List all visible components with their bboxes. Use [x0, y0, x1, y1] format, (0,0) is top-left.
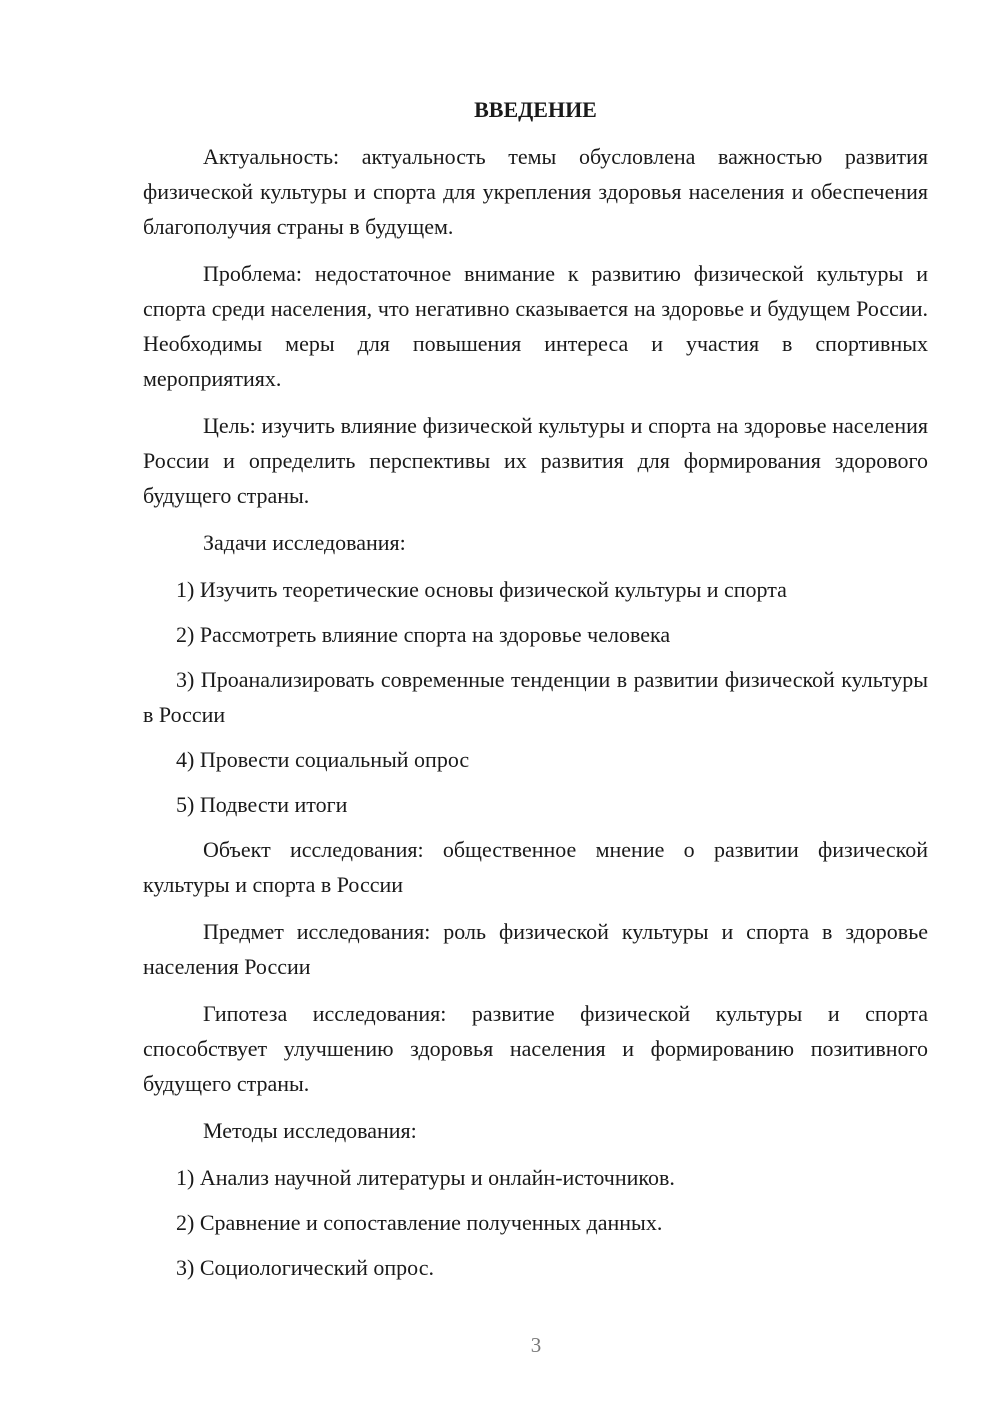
task-item-4: 4) Провести социальный опрос: [176, 747, 470, 772]
methods-heading: Методы исследования:: [203, 1118, 417, 1143]
paragraph-subject: Предмет исследования: роль физической культуры и спорта в здоровье населения России: [143, 919, 928, 979]
paragraph-relevance: Актуальность: актуальность темы обусловлена важностью развития физической культуры и спорта для укрепления здоровья населения и обеспечения благополучия страны в будущем.: [143, 144, 928, 239]
page-number: 3: [530, 1333, 542, 1357]
method-item-3: 3) Социологический опрос.: [176, 1255, 434, 1280]
tasks-heading: Задачи исследования:: [203, 530, 406, 555]
page-title: ВВЕДЕНИЕ: [474, 97, 597, 122]
paragraph-object: Объект исследования: общественное мнение о развитии физической культуры и спорта в России: [143, 837, 928, 897]
task-item-3: 3) Проанализировать современные тенденции в развитии физической культуры в России: [143, 667, 928, 727]
paragraph-goal: Цель: изучить влияние физической культуры и спорта на здоровье населения России и определить перспективы их развития для формирования здорового будущего страны.: [143, 413, 928, 508]
method-item-1: 1) Анализ научной литературы и онлайн-источников.: [176, 1165, 675, 1190]
method-item-2: 2) Сравнение и сопоставление полученных данных.: [176, 1210, 663, 1235]
page-content: [143, 92, 928, 1295]
task-item-1: 1) Изучить теоретические основы физической культуры и спорта: [176, 577, 787, 602]
paragraph-problem: Проблема: недостаточное внимание к развитию физической культуры и спорта среди населения, что негативно сказывается на здоровье и будущем России. Необходимы меры для повышения интереса и участия в спортивных мероприятиях.: [143, 261, 928, 391]
task-item-2: 2) Рассмотреть влияние спорта на здоровье человека: [176, 622, 671, 647]
paragraph-hypothesis: Гипотеза исследования: развитие физической культуры и спорта способствует улучшению здоровья населения и формированию позитивного будущего страны.: [143, 1001, 928, 1096]
task-item-5: 5) Подвести итоги: [176, 792, 348, 817]
